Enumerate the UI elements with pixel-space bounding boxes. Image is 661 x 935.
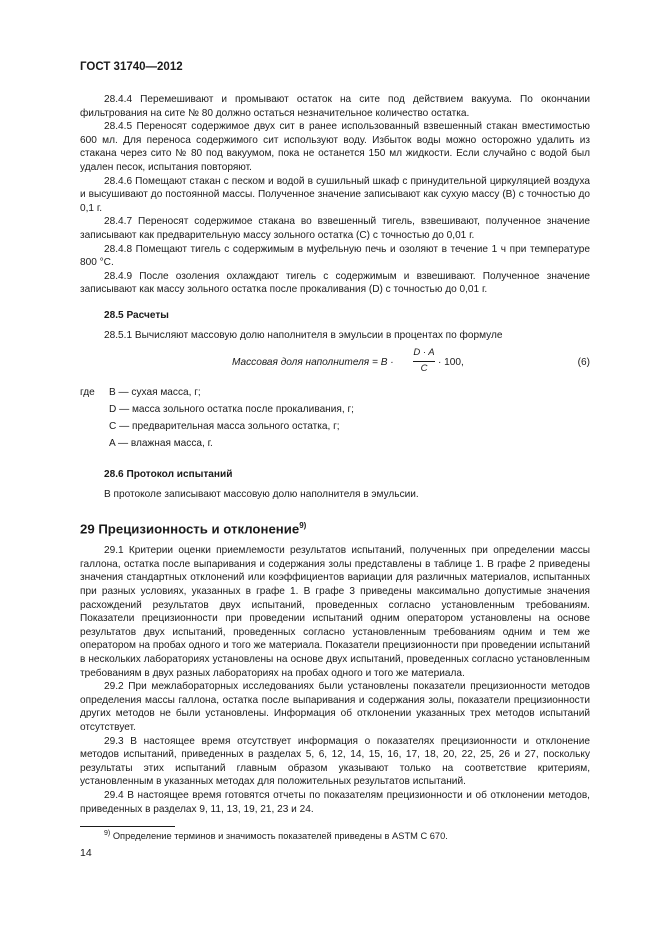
where-row [80,437,590,454]
paragraph-28-4-4: 28.4.4 Перемешивают и промывают остаток на сите под действием вакуума. По окончании фильтрования на сите № 80 должно остаться незначительное количество остатка. [80,94,590,119]
footnote [104,830,448,841]
paragraph-29-2: 29.2 При межлабораторных исследованиях были установлены показатели прецизионности методов определения массы галлона, остатка после выпаривания и содержания золы, показатели прецизионности других методов не были установлены. Информация об отклонении указанных трех методов испытаний отсутствует. [80,681,590,733]
formula-fraction [413,346,435,375]
paragraph-29-1: 29.1 Критерии оценки приемлемости результатов испытаний, полученных при определении массы галлона, остатка после выпаривания и содержания золы представлены в таблице 1. В графе 2 приведены значения стандартных отклонений или коэффициентов вариации для различных материалов, испытанных при разных условиях, указанных в графе 1. В графе 3 приведены максимально допустимые значения расхождений результатов двух испытаний, проведенных согласно установленным требованиям. Показатели прецизионности при проведении испытаний одним оператором установлены на основе результатов двух испытаний, проведенных согласно установленным требованиям одним и тем же оператором на пробах одного и того же материала. Показатели прецизионности при проведении испытаний в нескольких лабораториях установлены на основе двух испытаний, проведенных согласно установленным требованиям в двух разных лабораториях на пробах одного и того же материала. [80,545,590,679]
paragraph-28-4-7: 28.4.7 Переносят содержимое стакана во взвешенный тигель, взвешивают, полученное значение записывают как предварительную массу зольного остатка (C) с точностью до 0,01 г. [80,216,590,241]
paragraph-29-4: 29.4 В настоящее время готовятся отчеты по показателям прецизионности и об отклонении методов, приведенных в разделах 9, 11, 13, 19, 21, 23 и 24. [80,789,590,815]
where-row [80,386,590,403]
paragraph-28-4-6: 28.4.6 Помещают стакан с песком и водой в сушильный шкаф с принудительной циркуляцией воздуха и высушивают до постоянной массы. Полученное значение записывают как сухую массу (B) с точностью до 0,1 г. [80,175,590,214]
page-number: 14 [80,847,92,859]
paragraph-28-4-8: 28.4.8 Помещают тигель с содержимым в муфельную печь и озоляют в течение 1 ч при температуре 800 °C. [80,243,590,269]
footnote-divider [80,826,175,827]
protocol-text: В протоколе записывают массовую долю наполнителя в эмульсии. [104,488,419,500]
where-row [80,420,590,437]
protocol-heading: 28.6 Протокол испытаний [104,469,233,481]
paragraph-28-4-5: 28.4.5 Переносят содержимое двух сит в ранее использованный взвешенный стакан вместимостью 600 мл. Для переноса содержимого сит используют воду. Избыток воды можно осторожно удалить из стакана через сито № 80 под вакуумом, пока не останется 150 мл жидкости. Если случайно с водой был удален песок, испытания повторяют. [80,121,590,173]
calc-intro: 28.5.1 Вычисляют массовую долю наполнителя в эмульсии в процентах по формуле [104,329,503,341]
where-item: B — сухая масса, г; [109,387,201,399]
document-header: ГОСТ 31740—2012 [80,61,183,73]
where-label: где [80,387,95,399]
section-29-title [80,519,590,536]
formula-tail: · 100, [438,357,464,369]
formula-numerator: D · A [413,346,435,362]
paragraph-28-4-9: 28.4.9 После озоления охлаждают тигель с содержимым и взвешивают. Полученное значение записывают как массу зольного остатка после прокаливания (D) с точностью до 0,01 г. [80,270,590,296]
page-body [80,93,590,816]
formula-6 [80,346,590,386]
where-row [80,403,590,420]
where-item: A — влажная масса, г. [109,438,213,450]
calc-heading: 28.5 Расчеты [104,309,169,321]
formula-number: (6) [577,357,590,369]
formula-denominator: C [420,362,428,374]
section-29-title-text: 29 Прецизионность и отклонение [80,521,300,537]
formula-lhs: Массовая доля наполнителя = B · [232,357,394,369]
footnote-text: Определение терминов и значимость показателей приведены в ASTM C 670. [112,831,448,842]
footnote-mark: 9) [104,830,111,837]
paragraph-29-3: 29.3 В настоящее время отсутствует информация о показателях прецизионности и отклонение методов испытаний, приведенных в разделах 5, 6, 12, 14, 15, 16, 17, 18, 20, 22, 25, 26 и 27, поскольку результаты этих испытаний главным образом указывают только на соответствие критериям, установленным в указанных методах для положительных результатов испытаний. [80,735,590,788]
where-item: C — предварительная масса зольного остатка, г; [109,421,340,433]
footnote-ref: 9) [299,521,307,531]
where-item: D — масса зольного остатка после прокаливания, г; [109,404,354,416]
